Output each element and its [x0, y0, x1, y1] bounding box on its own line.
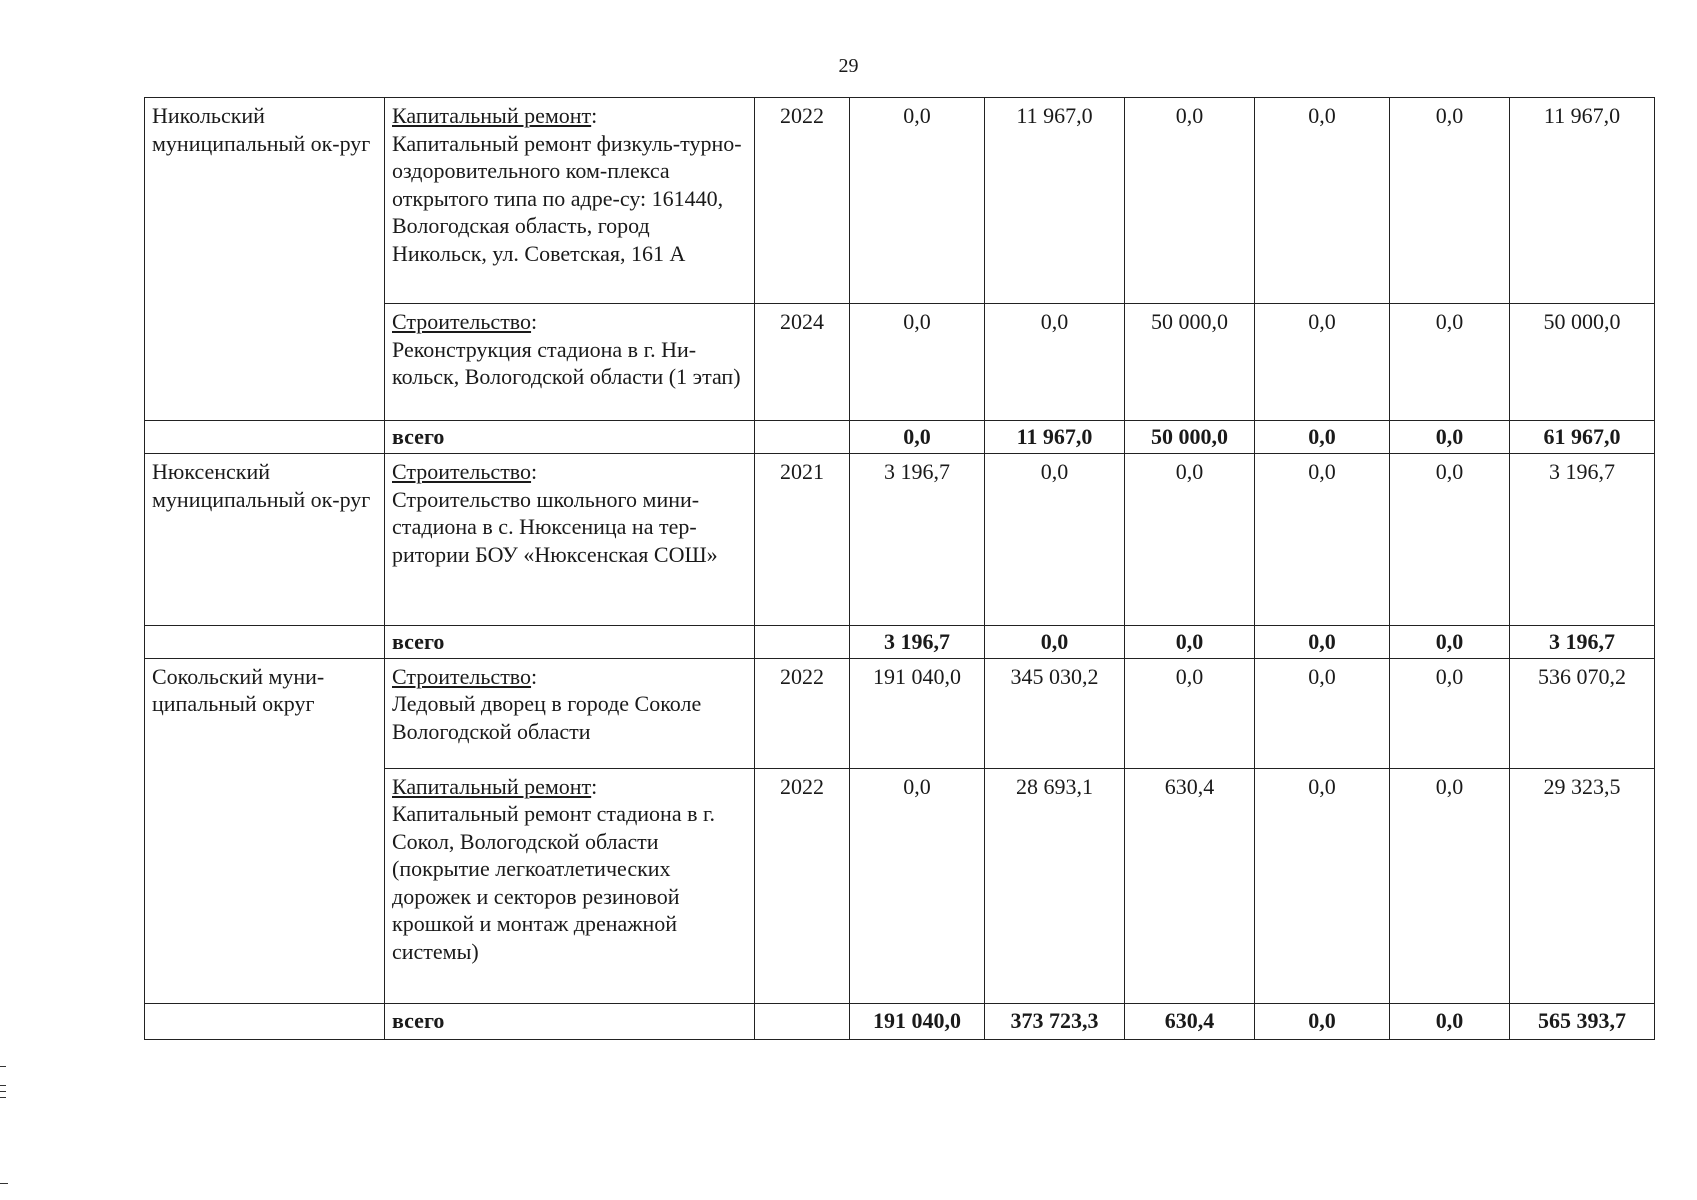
value-cell: 3 196,7	[1510, 454, 1655, 626]
object-kind: Строительство	[392, 663, 532, 689]
total-value: 50 000,0	[1125, 421, 1255, 454]
value-cell: 0,0	[1255, 98, 1390, 304]
table-row	[145, 658, 1655, 768]
object-kind: Строительство	[392, 459, 532, 484]
total-value: 0,0	[850, 421, 985, 454]
value-cell: 28 693,1	[985, 768, 1125, 1003]
total-value: 3 196,7	[850, 626, 985, 659]
district-cell: Сокольский муни-ципальный округ	[145, 658, 385, 1003]
value-cell: 0,0	[985, 304, 1125, 421]
value-cell: 29 323,5	[1510, 768, 1655, 1003]
year-cell: 2022	[755, 768, 850, 1003]
value-cell: 0,0	[850, 98, 985, 304]
empty-cell	[755, 1003, 850, 1039]
empty-cell	[145, 1003, 385, 1039]
total-value: 3 196,7	[1510, 626, 1655, 659]
value-cell: 0,0	[1255, 454, 1390, 626]
value-cell: 0,0	[1390, 98, 1510, 304]
object-cell: Строительство: Строительство школьного мини-стадиона в с. Нюксеница на тер-ритории БОУ «Нюксенская СОШ»	[385, 454, 755, 626]
value-cell: 0,0	[1125, 454, 1255, 626]
total-value: 0,0	[1255, 421, 1390, 454]
empty-cell	[145, 421, 385, 454]
value-cell: 0,0	[1390, 658, 1510, 768]
year-cell: 2024	[755, 304, 850, 421]
total-value: 0,0	[1255, 1003, 1390, 1039]
scan-margin-mark	[0, 1183, 8, 1184]
value-cell: 0,0	[1125, 98, 1255, 304]
value-cell: 0,0	[1125, 658, 1255, 768]
object-title: Капитальный ремонт стадиона в г. Сокол, Вологодской области (покрытие легкоатлетических дорожек и секторов резиновой крошкой и монтаж дренажной системы)	[392, 801, 716, 964]
district-cell: Нюксенский муниципальный ок-руг	[145, 454, 385, 626]
object-cell: Строительство: Реконструкция стадиона в г. Ни-кольск, Вологодской области (1 этап)	[385, 304, 755, 421]
budget-table	[144, 97, 1655, 1040]
year-cell: 2021	[755, 454, 850, 626]
object-title: Реконструкция стадиона в г. Ни-кольск, Вологодской области (1 этап)	[392, 336, 741, 389]
total-value: 191 040,0	[850, 1003, 985, 1039]
scan-margin-mark	[0, 1085, 6, 1086]
value-cell: 191 040,0	[850, 658, 985, 768]
district-cell: Никольский муниципальный ок-руг	[145, 98, 385, 421]
value-cell: 0,0	[1390, 768, 1510, 1003]
value-cell: 0,0	[1390, 304, 1510, 421]
total-label: всего	[385, 421, 755, 454]
table-row	[145, 454, 1655, 626]
object-cell: Капитальный ремонт: Капитальный ремонт физкуль-турно-оздоровительного ком-плекса открытого типа по адре-су: 161440, Вологодская область, город Никольск, ул. Советская, 161 А	[385, 98, 755, 304]
object-kind: Строительство	[392, 309, 532, 334]
value-cell: 0,0	[985, 454, 1125, 626]
scan-margin-mark	[0, 1097, 6, 1098]
value-cell: 630,4	[1125, 768, 1255, 1003]
object-title: Ледовый дворец в городе Соколе Вологодской области	[392, 691, 702, 744]
total-row	[145, 626, 1655, 659]
total-label: всего	[385, 626, 755, 659]
total-value: 0,0	[1255, 626, 1390, 659]
value-cell: 0,0	[1255, 768, 1390, 1003]
scan-margin-mark	[0, 1066, 6, 1067]
page-number: 29	[838, 55, 859, 77]
object-kind: Капитальный ремонт	[392, 773, 592, 799]
value-cell: 3 196,7	[850, 454, 985, 626]
total-value: 61 967,0	[1510, 421, 1655, 454]
object-title: Строительство школьного мини-стадиона в с. Нюксеница на тер-ритории БОУ «Нюксенская СОШ»	[392, 486, 718, 567]
object-kind: Капитальный ремонт	[392, 103, 592, 128]
empty-cell	[145, 626, 385, 659]
total-value: 11 967,0	[985, 421, 1125, 454]
value-cell: 0,0	[850, 768, 985, 1003]
total-value: 0,0	[1390, 421, 1510, 454]
object-title: Капитальный ремонт физкуль-турно-оздоровительного ком-плекса открытого типа по адре-су: 161440, Вологодская область, город Никольск, ул. Советская, 161 А	[392, 130, 742, 266]
total-value: 0,0	[1390, 1003, 1510, 1039]
total-value: 565 393,7	[1510, 1003, 1655, 1039]
table-row	[145, 98, 1655, 304]
value-cell: 11 967,0	[985, 98, 1125, 304]
value-cell: 50 000,0	[1510, 304, 1655, 421]
empty-cell	[755, 421, 850, 454]
total-value: 0,0	[985, 626, 1125, 659]
total-label: всего	[385, 1003, 755, 1039]
total-value: 0,0	[1125, 626, 1255, 659]
value-cell: 0,0	[1255, 658, 1390, 768]
empty-cell	[755, 626, 850, 659]
year-cell: 2022	[755, 98, 850, 304]
total-row	[145, 421, 1655, 454]
total-row	[145, 1003, 1655, 1039]
value-cell: 50 000,0	[1125, 304, 1255, 421]
value-cell: 0,0	[1255, 304, 1390, 421]
object-cell: Строительство: Ледовый дворец в городе Соколе Вологодской области	[385, 658, 755, 768]
scan-margin-mark	[0, 1091, 6, 1092]
total-value: 630,4	[1125, 1003, 1255, 1039]
year-cell: 2022	[755, 658, 850, 768]
value-cell: 536 070,2	[1510, 658, 1655, 768]
total-value: 373 723,3	[985, 1003, 1125, 1039]
object-cell: Капитальный ремонт: Капитальный ремонт стадиона в г. Сокол, Вологодской области (покрытие легкоатлетических дорожек и секторов резиновой крошкой и монтаж дренажной системы)	[385, 768, 755, 1003]
value-cell: 345 030,2	[985, 658, 1125, 768]
value-cell: 0,0	[1390, 454, 1510, 626]
value-cell: 0,0	[850, 304, 985, 421]
value-cell: 11 967,0	[1510, 98, 1655, 304]
total-value: 0,0	[1390, 626, 1510, 659]
